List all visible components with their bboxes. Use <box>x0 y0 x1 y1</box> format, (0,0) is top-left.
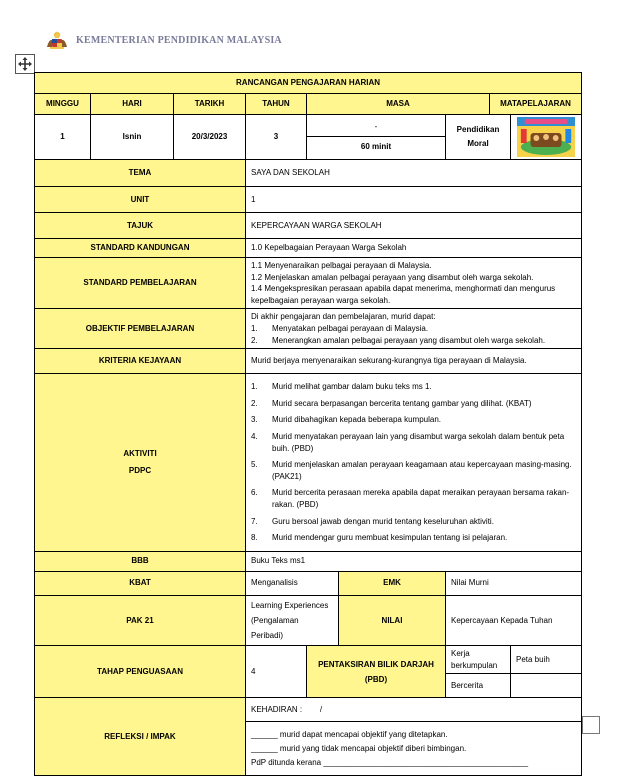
tahun-value: 3 <box>246 115 307 160</box>
refleksi-notes <box>246 722 582 776</box>
subject-cell <box>446 115 511 160</box>
emk-value: Nilai Murni <box>446 571 582 595</box>
sp-item: 1.1 Menyenaraikan pelbagai perayaan di Malaysia. <box>251 261 432 270</box>
list-item: 2. Murid secara berpasangan bercerita tentang gambar yang dilihat. (KBAT) <box>251 398 532 408</box>
list-item: 2. Menerangkan amalan pelbagai perayaan yang disambut oleh warga sekolah. <box>251 335 546 345</box>
subject-line2: Moral <box>467 139 489 148</box>
refleksi-line: ______ murid yang tidak mencapai objektif diberi bimbingan. <box>251 743 467 753</box>
list-item: 1. Murid melihat gambar dalam buku teks ms 1. <box>251 382 432 392</box>
emk-label: EMK <box>339 571 446 595</box>
aktiviti-label: AKTIVITI <box>123 448 157 458</box>
unit-value: 1 <box>246 187 582 213</box>
column-masa: MASA <box>307 94 490 115</box>
pbd-item: Peta buih <box>511 646 582 674</box>
resize-handle-icon[interactable] <box>582 716 600 734</box>
unit-label: UNIT <box>35 187 246 213</box>
ministry-name: KEMENTERIAN PENDIDIKAN MALAYSIA <box>76 34 282 46</box>
refleksi-label: REFLEKSI / IMPAK <box>35 698 246 776</box>
objektif-intro: Di akhir pengajaran dan pembelajaran, murid dapat: <box>251 312 436 322</box>
standard-pembelajaran-list <box>246 258 582 309</box>
column-hari: HARI <box>91 94 174 115</box>
masa-cell <box>307 115 446 160</box>
refleksi-line: PdP ditunda kerana ______________________________________________ <box>251 757 529 767</box>
pdpc-label: PDPC <box>128 466 152 476</box>
masa-duration: 60 minit <box>360 142 392 152</box>
list-item: 6. Murid bercerita perasaan mereka apabila dapat meraikan perayaan bersama rakan-rakan. (PBD) <box>251 488 570 509</box>
tajuk-value: KEPERCAYAAN WARGA SEKOLAH <box>246 213 582 239</box>
list-item: 8. Murid mendengar guru membuat kesimpulan tentang isi pelajaran. <box>251 533 508 543</box>
kehadiran-field: KEHADIRAN : / <box>246 698 582 722</box>
daily-lesson-plan-table <box>34 72 582 776</box>
pbd-item: Kerja berkumpulan <box>446 646 511 674</box>
standard-pembelajaran-label: STANDARD PEMBELAJARAN <box>35 258 246 309</box>
bbb-label: BBB <box>35 551 246 571</box>
column-tahun: TAHUN <box>246 94 307 115</box>
plan-title: RANCANGAN PENGAJARAN HARIAN <box>35 73 582 94</box>
aktiviti-list <box>246 374 582 552</box>
tajuk-label: TAJUK <box>35 213 246 239</box>
document-header <box>44 28 282 52</box>
list-item: 5. Murid menjelaskan amalan perayaan keagamaan atau kepercayaan masing-masing. (PAK21) <box>251 460 572 481</box>
pbd-label: PENTAKSIRAN BILIK DARJAH (PBD) <box>307 646 446 698</box>
pak21-label: PAK 21 <box>35 595 246 646</box>
tema-value: SAYA DAN SEKOLAH <box>246 160 582 187</box>
refleksi-line: ______ murid dapat mencapai objektif yang ditetapkan. <box>251 729 448 739</box>
tahap-label: TAHAP PENGUASAAN <box>35 646 246 698</box>
textbook-cover-cell <box>511 115 582 160</box>
list-item: 7. Guru bersoal jawab dengan murid tentang keseluruhan aktiviti. <box>251 516 494 526</box>
list-item: 3. Murid dibahagikan kepada beberapa kumpulan. <box>251 415 442 425</box>
list-item: 4. Murid menyatakan perayaan lain yang disambut warga sekolah dalam bentuk peta buih. (PBD) <box>251 431 565 453</box>
kriteria-value: Murid berjaya menyenaraikan sekurang-kurangnya tiga perayaan di Malaysia. <box>246 349 582 374</box>
ministry-crest-icon <box>44 29 70 51</box>
pak21-value: Learning Experiences (Pengalaman Peribadi) <box>246 595 339 646</box>
objektif-label: OBJEKTIF PEMBELAJARAN <box>35 309 246 349</box>
subject-line1: Pendidikan <box>456 124 500 134</box>
nilai-value: Kepercayaan Kepada Tuhan <box>446 595 582 646</box>
move-handle-icon[interactable] <box>15 54 35 74</box>
minggu-value: 1 <box>35 115 91 160</box>
pbd-item: Bercerita <box>446 674 511 698</box>
kbat-value: Menganalisis <box>246 571 339 595</box>
objektif-list <box>246 309 582 349</box>
standard-kandungan-label: STANDARD KANDUNGAN <box>35 239 246 258</box>
kriteria-label: KRITERIA KEJAYAAN <box>35 349 246 374</box>
pbd-item <box>511 674 582 698</box>
tarikh-value: 20/3/2023 <box>174 115 246 160</box>
aktiviti-label-cell <box>35 374 246 552</box>
column-matapelajaran: MATAPELAJARAN <box>490 94 582 115</box>
nilai-label: NILAI <box>339 595 446 646</box>
tahap-value: 4 <box>246 646 307 698</box>
sp-item: 1.4 Mengekspresikan perasaan apabila dapat menerima, menghormati dan mengurus kepelbagaian perayaan warga sekolah. <box>251 284 556 305</box>
tema-label: TEMA <box>35 160 246 187</box>
column-tarikh: TARIKH <box>174 94 246 115</box>
sp-item: 1.2 Menjelaskan amalan pelbagai perayaan yang disambut oleh warga sekolah. <box>251 272 534 282</box>
list-item: 1. Menyatakan pelbagai perayaan di Malaysia. <box>251 323 429 333</box>
column-minggu: MINGGU <box>35 94 91 115</box>
standard-kandungan-value: 1.0 Kepelbagaian Perayaan Warga Sekolah <box>246 239 582 258</box>
bbb-value: Buku Teks ms1 <box>246 551 582 571</box>
textbook-cover-image <box>517 117 575 157</box>
hari-value: Isnin <box>91 115 174 160</box>
masa-time: - <box>307 117 445 137</box>
kbat-label: KBAT <box>35 571 246 595</box>
